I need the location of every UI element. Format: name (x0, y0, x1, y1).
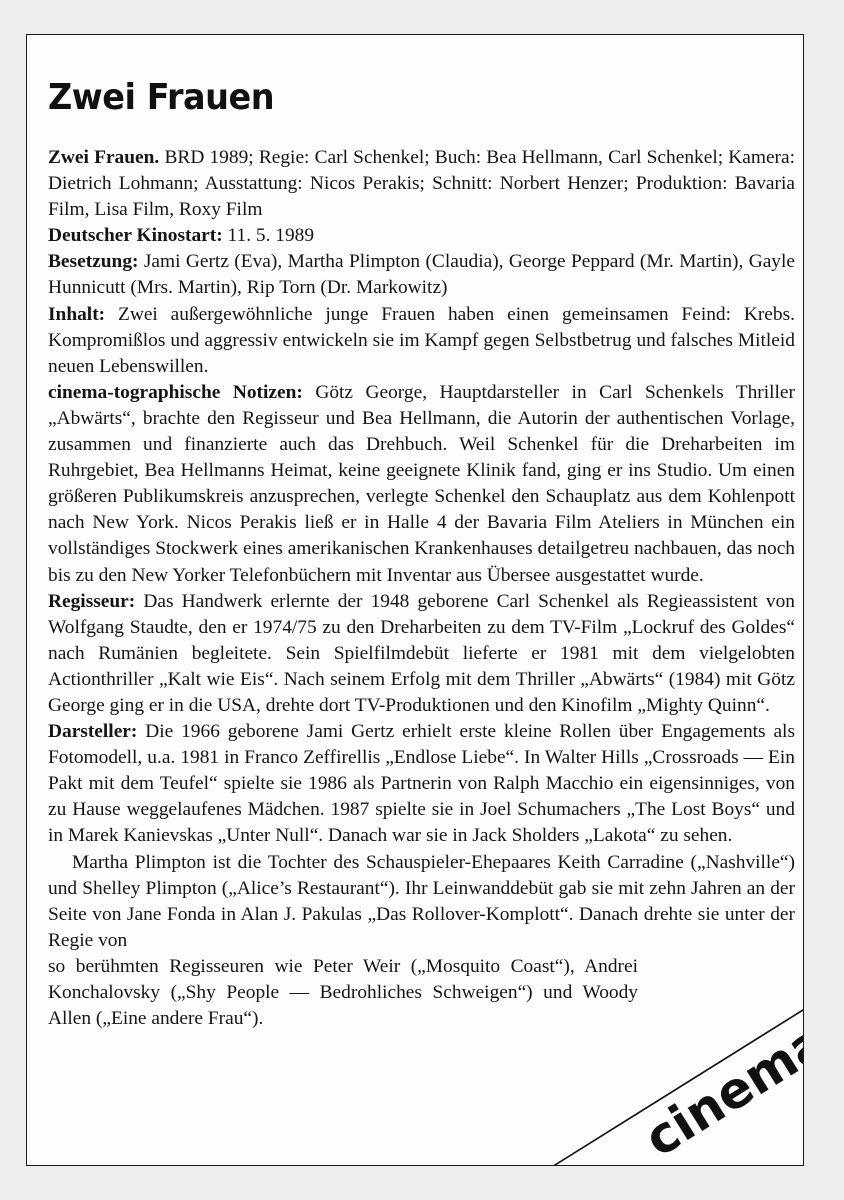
credits-text: BRD 1989; Regie: Carl Schenkel; Buch: Bea Hellmann, Carl Schenkel; Kamera: Dietrich Lohmann; Ausstattung: Nicos Perakis; Schnitt: Norbert Henzer; Produktion: Bavaria Film, Lisa Film, Roxy Film (48, 147, 796, 221)
regisseur-paragraph (48, 589, 795, 719)
darsteller-label: Darsteller: (48, 721, 138, 743)
notizen-text: Götz George, Hauptdarsteller in Carl Schenkels Thriller „Abwärts“, brachte den Regisseur und Bea Hellmann, die Autorin der authentischen Vorlage, zusammen und finanzierte auch das Drehbuch. Weil Schenkel für die Dreharbeiten im Ruhrgebiet, Bea Hellmanns Heimat, keine geeignete Klinik fand, ging er ins Studio. Um einen größeren Publikumskreis anzusprechen, verlegte Schenkel den Schauplatz aus dem Kohlenpott nach New York. Nicos Perakis ließ er in Halle 4 der Bavaria Film Ateliers in München ein vollständiges Stockwerk eines amerikanischen Krankenhauses detailgetreu nachbauen, das noch bis zu den New Yorker Telefonbüchern mit Inventar aus Übersee ausgestattet wurde. (48, 381, 795, 586)
besetzung-paragraph (48, 249, 795, 301)
besetzung-label: Besetzung: (48, 251, 139, 273)
credits-paragraph (48, 145, 795, 223)
credits-label: Zwei Frauen. (48, 147, 160, 168)
besetzung-text: Jami Gertz (Eva), Martha Plimpton (Claudia), George Peppard (Mr. Martin), Gayle Hunnicutt (Mrs. Martin), Rip Torn (Dr. Markowitz) (48, 251, 795, 299)
kinostart-label: Deutscher Kinostart: (48, 225, 223, 247)
kinostart-paragraph (48, 223, 795, 249)
plimpton-paragraph-continued: so berühmten Regisseuren wie Peter Weir („Mosquito Coast“), Andrei Konchalovsky („Shy People — Bedrohliches Schweigen“) und Woody Allen („Eine andere Frau“). (48, 955, 638, 1030)
plimpton-paragraph: Martha Plimpton ist die Tochter des Schauspieler-Ehepaares Keith Carradine („Nashville“) und Shelley Plimpton („Alice’s Restaurant“). Ihr Leinwanddebüt gab sie mit zehn Jahren an der Seite von Jane Fonda in Alan J. Pakulas „Das Rollover-Komplott“. Danach drehte sie unter der Regie von (48, 851, 795, 951)
cinema-logo-text: cinema (634, 1011, 837, 1169)
inhalt-text: Zwei außergewöhnliche junge Frauen haben einen gemeinsamen Feind: Krebs. Kompromißlos und aggressiv entwickeln sie im Kampf gegen Selbstbetrug und falsches Mitleid neuen Lebenswillen. (48, 303, 795, 377)
notizen-label: cinema-tographische Notizen: (48, 381, 303, 403)
inhalt-label: Inhalt: (48, 303, 106, 325)
notizen-paragraph (48, 380, 795, 589)
darsteller-paragraph (48, 719, 795, 849)
article-body (48, 145, 795, 1032)
kinostart-text: 11. 5. 1989 (222, 225, 315, 247)
page-title: Zwei Frauen (48, 77, 275, 118)
regisseur-label: Regisseur: (48, 590, 136, 612)
cinema-logo (547, 1011, 837, 1169)
article-card (26, 34, 837, 1169)
inhalt-paragraph (48, 302, 795, 380)
regisseur-text: Das Handwerk erlernte der 1948 geborene Carl Schenkel als Regieassistent von Wolfgang Staudte, den er 1974/75 zu den Dreharbeiten zu dem TV-Film „Lockruf des Goldes“ nach Rumänien begleitete. Sein Spielfilmdebüt lieferte er 1981 mit dem vielgelobten Actionthriller „Kalt wie Eis“. Nach seinem Erfolg mit dem Thriller „Abwärts“ (1984) mit Götz George ging er in die USA, drehte dort TV-Produktionen und den Kinofilm „Mighty Quinn“. (48, 590, 795, 716)
darsteller-text: Die 1966 geborene Jami Gertz erhielt erste kleine Rollen über Engagements als Fotomodell, u.a. 1981 in Franco Zeffirellis „Endlose Liebe“. In Walter Hills „Crossroads — Ein Pakt mit dem Teufel“ spielte sie 1986 als Partnerin von Ralph Macchio ein eigensinniges, von zu Hause weggelaufenes Mädchen. 1987 spielte sie in Joel Schumachers „The Lost Boys“ und in Marek Kanievskas „Unter Null“. Danach war sie in Jack Sholders „Lakota“ zu sehen. (48, 721, 795, 847)
